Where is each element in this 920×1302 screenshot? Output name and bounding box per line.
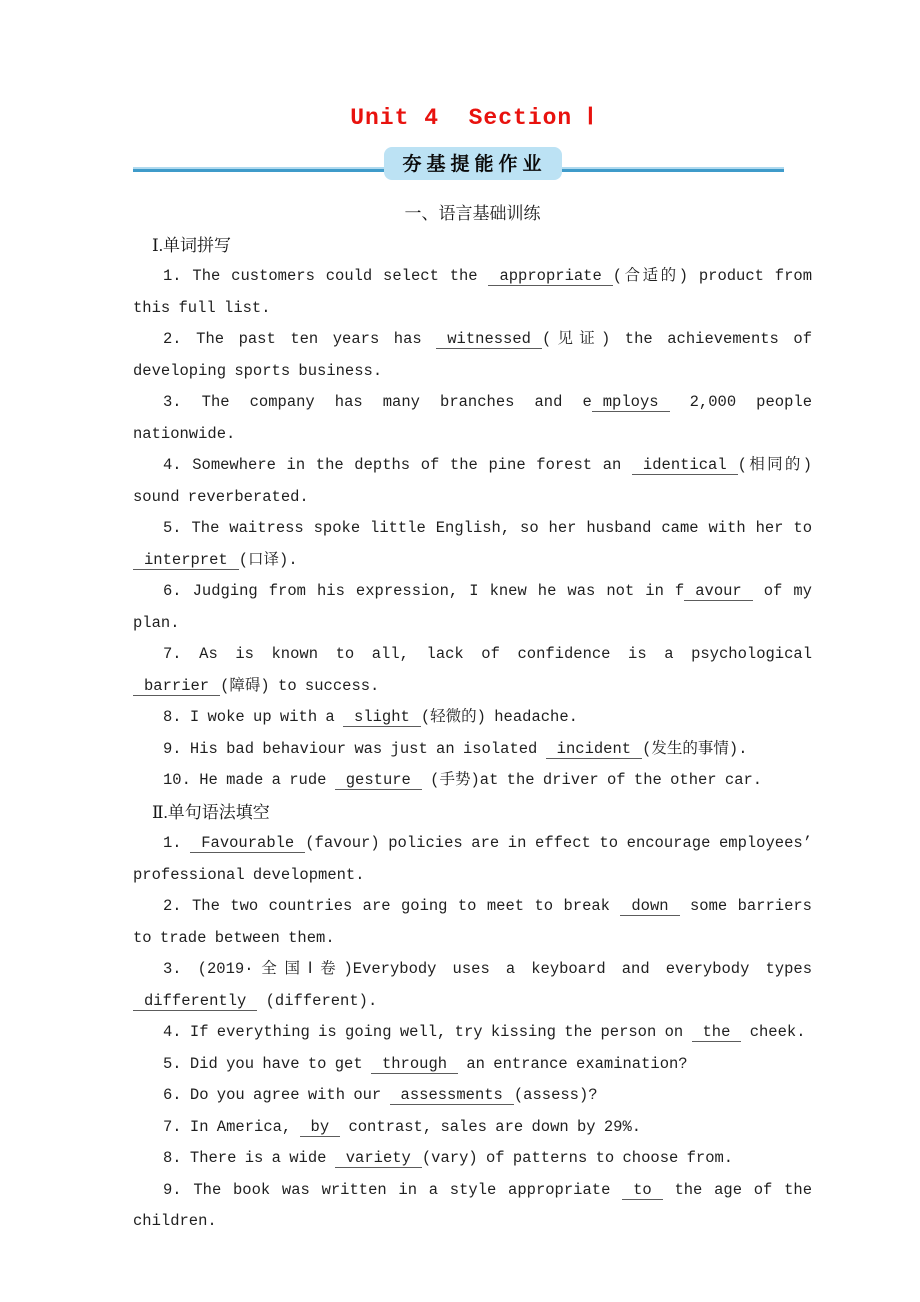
answer-blank: variety xyxy=(335,1149,422,1168)
answer-blank: down xyxy=(620,897,679,916)
exercise-item xyxy=(133,576,812,639)
sentence-text: (合适的) product from this full list. xyxy=(133,267,812,317)
exercise-item xyxy=(133,324,812,387)
sentence-text: 3. The company has many branches and e xyxy=(163,393,592,411)
sentence-text: contrast, sales are down by 29%. xyxy=(340,1117,642,1136)
answer-blank: barrier xyxy=(133,677,220,696)
page-title: Unit 4 Section Ⅰ xyxy=(350,105,595,131)
sentence-text: (different). xyxy=(257,991,378,1010)
part2-heading: Ⅱ.单句语法填空 xyxy=(152,802,270,822)
sentence-text: (vary) of patterns to choose from. xyxy=(421,1149,734,1167)
answer-blank: appropriate xyxy=(488,267,612,286)
sentence-text: (障碍) to success. xyxy=(220,676,380,695)
answer-blank: slight xyxy=(343,708,421,727)
exercise-item xyxy=(133,387,812,450)
sentence-text: (见证) the achievements of developing sports business. xyxy=(133,330,813,380)
sentence-text: 3. (2019·全国Ⅰ卷)Everybody uses a keyboard and everybody types xyxy=(163,960,812,978)
part1-heading: Ⅰ.单词拼写 xyxy=(152,235,231,255)
sentence-text: (口译). xyxy=(238,550,298,569)
exercise-item xyxy=(133,765,812,797)
sentence-text: cheek. xyxy=(741,1023,806,1041)
sentence-text: 5. The waitress spoke little English, so her husband came with her to xyxy=(163,519,812,537)
answer-blank: assessments xyxy=(390,1086,514,1105)
answer-blank: interpret xyxy=(133,551,239,570)
answer-blank: identical xyxy=(632,456,738,475)
exercise-item xyxy=(133,891,812,954)
answer-blank: differently xyxy=(133,992,257,1011)
answer-blank: gesture xyxy=(335,771,422,790)
exercise-item xyxy=(133,639,812,702)
exercise-item xyxy=(133,828,812,891)
exercise-item xyxy=(133,954,812,1017)
answer-blank: through xyxy=(371,1055,458,1074)
section-banner xyxy=(133,146,812,186)
sentence-text: of my plan. xyxy=(133,582,812,632)
sentence-text: an entrance examination? xyxy=(458,1054,688,1073)
answer-blank: mploys xyxy=(592,393,670,412)
answer-blank: witnessed xyxy=(436,330,542,349)
sentence-text: 2. The past ten years has xyxy=(163,330,437,348)
sentence-text: the age of the children. xyxy=(133,1180,812,1230)
main-section-heading: 一、语言基础训练 xyxy=(404,204,541,223)
exercise-item xyxy=(133,1112,812,1144)
sentence-text: 4. If everything is going well, try kissing the person on xyxy=(163,1023,692,1041)
sentence-text: 5. Did you have to get xyxy=(163,1054,371,1073)
sentence-text: 4. Somewhere in the depths of the pine forest an xyxy=(163,456,632,474)
sentence-text: 8. There is a wide xyxy=(163,1149,335,1167)
sentence-text: 7. As is known to all, lack of confidence is a psychological xyxy=(163,645,812,663)
sentence-text: some barriers to trade between them. xyxy=(133,897,812,947)
sentence-text: (发生的事情). xyxy=(642,739,748,758)
sentence-text: 7. In America, xyxy=(163,1117,300,1136)
sentence-text: 8. I woke up with a xyxy=(163,708,344,726)
answer-blank: by xyxy=(300,1118,341,1137)
answer-blank: incident xyxy=(546,740,642,759)
answer-blank: the xyxy=(692,1023,742,1042)
page-content xyxy=(133,0,812,1238)
exercise-item xyxy=(133,261,812,324)
exercise-item xyxy=(133,450,812,513)
exercise-item xyxy=(133,702,812,734)
sentence-text: 1. The customers could select the xyxy=(163,267,489,285)
answer-blank: avour xyxy=(684,582,753,601)
sentence-text: (相同的) sound reverberated. xyxy=(133,456,812,506)
sentence-text: 6. Judging from his expression, I knew he was not in f xyxy=(163,582,685,600)
sentence-text: (assess)? xyxy=(513,1086,598,1104)
exercise-part2 xyxy=(133,828,812,1238)
sentence-text: 1. xyxy=(163,834,191,852)
sentence-text: 6. Do you agree with our xyxy=(163,1086,390,1104)
answer-blank: to xyxy=(622,1181,663,1200)
sentence-text: 10. He made a rude xyxy=(163,771,335,789)
sentence-text: 9. The book was written in a style appropriate xyxy=(163,1180,623,1199)
sentence-text: (手势)at the driver of the other car. xyxy=(421,771,763,789)
assignment-badge: 夯基提能作业 xyxy=(383,147,561,180)
exercise-item xyxy=(133,734,812,766)
sentence-text: 9. His bad behaviour was just an isolated xyxy=(163,739,546,758)
exercise-item xyxy=(133,1017,812,1049)
sentence-text: 2,000 people nationwide. xyxy=(133,393,812,443)
exercise-item xyxy=(133,1080,812,1112)
sentence-text: (favour) policies are in effect to encourage employees’ professional development. xyxy=(133,834,812,884)
exercise-item xyxy=(133,1175,812,1238)
exercise-item xyxy=(133,1143,812,1175)
exercise-part1 xyxy=(133,261,812,797)
exercise-item xyxy=(133,513,812,576)
sentence-text: (轻微的) headache. xyxy=(420,708,578,726)
sentence-text: 2. The two countries are going to meet to break xyxy=(163,897,621,915)
exercise-item xyxy=(133,1049,812,1081)
answer-blank: Favourable xyxy=(190,834,305,853)
